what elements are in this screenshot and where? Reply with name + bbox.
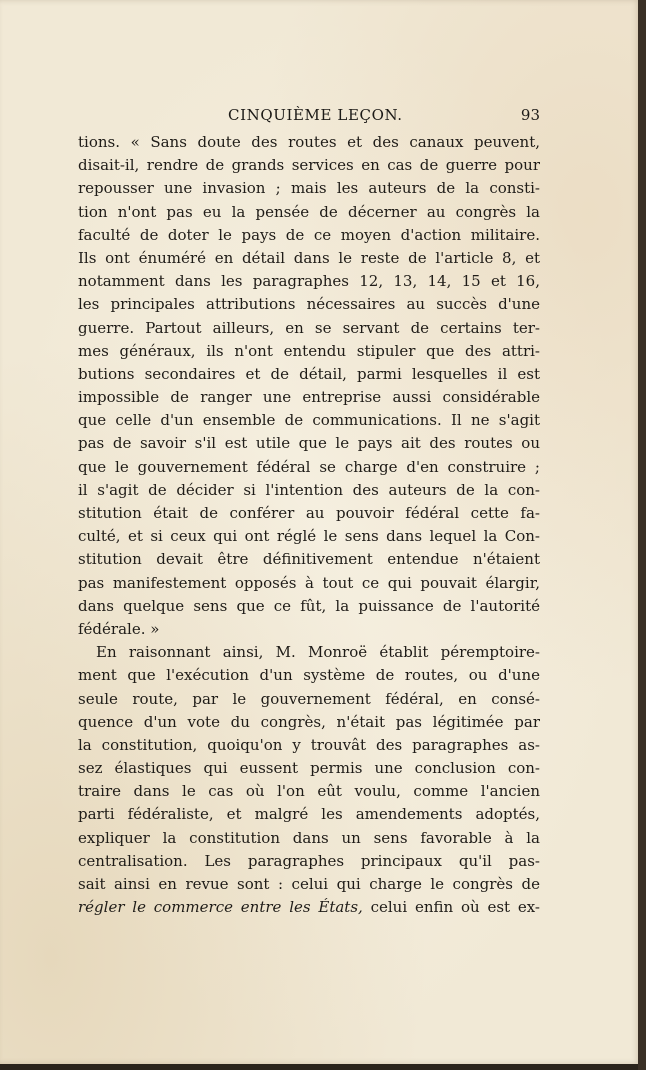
text-line: ment que l'exécution d'un système de routes, ou d'une <box>78 666 540 685</box>
text-line: dans quelque sens que ce fût, la puissance de l'autorité <box>78 596 540 615</box>
text-line: pas de savoir s'il est utile que le pays ait des routes ou <box>78 434 540 453</box>
text-line: En raisonnant ainsi, M. Monroë établit péremptoire- <box>96 643 540 662</box>
text-line: centralisation. Les paragraphes principaux qu'il pas- <box>78 851 540 870</box>
text-line: tion n'ont pas eu la pensée de décerner au congrès la <box>78 202 540 221</box>
book-edge <box>638 0 646 1070</box>
text-line: notamment dans les paragraphes 12, 13, 14, 15 et 16, <box>78 272 540 291</box>
body-text <box>78 131 540 919</box>
text-line-last <box>78 896 540 919</box>
text-line: mes généraux, ils n'ont entendu stipuler que des attri- <box>78 341 540 360</box>
italic-phrase: régler le commerce entre les États, <box>78 898 363 917</box>
text-line: que le gouvernement fédéral se charge d'en construire ; <box>78 457 540 476</box>
page-header <box>78 100 540 130</box>
text-line: sait ainsi en revue sont : celui qui charge le congrès de <box>78 875 540 893</box>
line-continuation: celui enfin où est ex- <box>362 898 540 917</box>
text-line: la constitution, quoiqu'on y trouvât des paragraphes as- <box>78 735 540 754</box>
text-line: expliquer la constitution dans un sens favorable à la <box>78 828 540 847</box>
text-line: faculté de doter le pays de ce moyen d'action militaire. <box>78 225 540 244</box>
text-line: Ils ont énuméré en détail dans le reste de l'article 8, et <box>78 248 540 267</box>
text-line: quence d'un vote du congrès, n'était pas légitimée par <box>78 712 540 731</box>
text-line: guerre. Partout ailleurs, en se servant de certains ter- <box>78 318 540 337</box>
text-line: culté, et si ceux qui ont réglé le sens dans lequel la Con- <box>78 527 540 546</box>
running-title: CINQUIÈME LEÇON. <box>228 106 403 124</box>
text-line: il s'agit de décider si l'intention des auteurs de la con- <box>78 480 540 499</box>
text-line: fédérale. » <box>78 619 160 638</box>
text-line: butions secondaires et de détail, parmi lesquelles il est <box>78 364 540 383</box>
text-line: sez élastiques qui eussent permis une conclusion con- <box>78 759 540 778</box>
text-line: stitution était de conférer au pouvoir fédéral cette fa- <box>78 504 540 522</box>
page-number: 93 <box>520 106 540 124</box>
text-line: impossible de ranger une entreprise aussi considérable <box>78 388 540 407</box>
text-line: que celle d'un ensemble de communications. Il ne s'agit <box>78 411 540 430</box>
text-line: parti fédéraliste, et malgré les amendements adoptés, <box>78 805 540 824</box>
text-line: disait-il, rendre de grands services en cas de guerre pour <box>78 156 540 175</box>
text-line: les principales attributions nécessaires au succès d'une <box>78 295 540 314</box>
text-line: repousser une invasion ; mais les auteurs de la consti- <box>78 179 540 198</box>
text-line: pas manifestement opposés à tout ce qui pouvait élargir, <box>78 573 540 592</box>
text-line: tions. « Sans doute des routes et des canaux peuvent, <box>78 133 540 151</box>
text-line: stitution devait être définitivement entendue n'étaient <box>78 550 540 569</box>
text-line: seule route, par le gouvernement fédéral, en consé- <box>78 689 540 708</box>
text-line: traire dans le cas où l'on eût voulu, comme l'ancien <box>78 782 540 801</box>
